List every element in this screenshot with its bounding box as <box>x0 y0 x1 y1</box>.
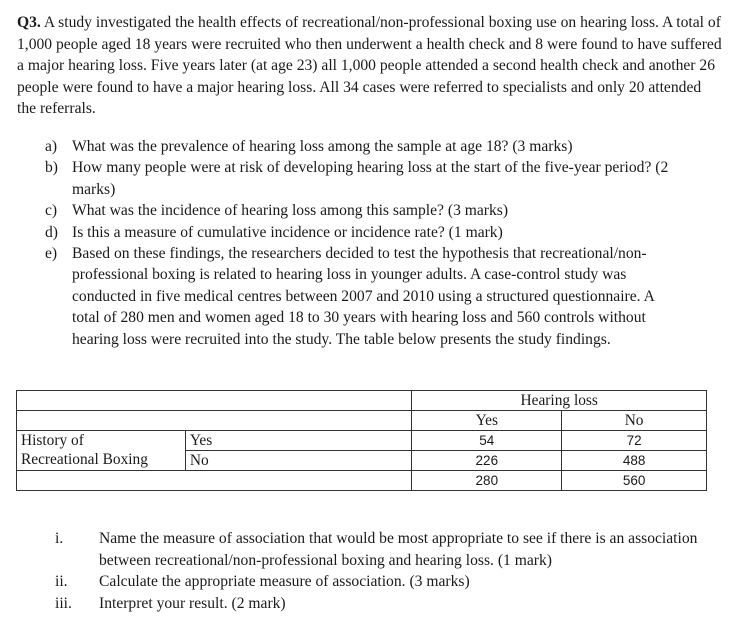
table-cell-empty <box>17 391 186 411</box>
part-label: a) <box>45 138 58 155</box>
table-group-header-row <box>17 391 707 411</box>
question-intro <box>17 12 722 120</box>
total-no: 560 <box>562 471 707 491</box>
subquestion-iii <box>45 593 705 615</box>
question-stem: A study investigated the health effects of recreational/non-professional boxing use on hearing loss. A total of 1,000 people aged 18 years were recruited who then underwent a health check and 8 were found to have suffered a major hearing loss. Five years later (at age 23) all 1,000 people attended a second health check and another 26 people were found to have a major hearing loss. All 34 cases were referred to specialists and only 20 attended the referrals. <box>17 14 722 118</box>
subquestion-text: Name the measure of association that would be most appropriate to see if there is an association between recreational/non-professional boxing and hearing loss. (1 mark) <box>99 530 698 569</box>
table-cell-empty <box>185 471 412 491</box>
study-findings-table <box>16 390 707 491</box>
subquestions <box>45 528 705 614</box>
cell-yes-yes: 54 <box>412 431 562 451</box>
table-cell-empty <box>17 471 186 491</box>
part-label: c) <box>45 202 58 220</box>
part-text: What was the incidence of hearing loss among this sample? (3 marks) <box>72 202 509 220</box>
column-header-yes: Yes <box>412 411 562 431</box>
cell-yes-no: 72 <box>562 431 707 451</box>
part-text: Based on these findings, the researchers decided to test the hypothesis that recreational/non-professional boxing is related to hearing loss in younger adults. A case-control study was conducted in five medical centres between 2007 and 2010 using a structured questionnaire. A total of 280 men and women aged 18 to 30 years with hearing loss and 560 controls without hearing loss were recruited into the study. The table below presents the study findings. <box>72 245 654 348</box>
part-label: e) <box>45 245 58 263</box>
part-text: What was the prevalence of hearing loss among the sample at age 18? (3 marks) <box>72 138 573 155</box>
question-parts <box>45 136 685 350</box>
hearing-loss-header: Hearing loss <box>412 391 707 411</box>
table-cell-empty <box>185 411 412 431</box>
subquestion-ii <box>45 571 705 593</box>
subquestion-label: ii. <box>55 573 68 591</box>
table-cell-empty <box>185 391 412 411</box>
part-label: b) <box>45 159 58 177</box>
cell-no-yes: 226 <box>412 451 562 471</box>
part-d <box>45 222 685 243</box>
part-text: How many people were at risk of developing hearing loss at the start of the five-year period? (2 marks) <box>72 159 669 198</box>
total-yes: 280 <box>412 471 562 491</box>
part-b <box>45 157 685 200</box>
table-total-row <box>17 471 707 491</box>
question-number: Q3. <box>17 14 41 31</box>
row-header-history <box>17 431 186 471</box>
column-header-no: No <box>562 411 707 431</box>
part-label: d) <box>45 223 58 241</box>
row-label-yes: Yes <box>185 431 412 451</box>
row-header-line: History of <box>21 432 84 449</box>
subquestion-i <box>45 528 705 571</box>
subquestion-text: Calculate the appropriate measure of association. (3 marks) <box>99 573 470 591</box>
part-c <box>45 200 685 221</box>
subquestion-label: iii. <box>55 594 72 612</box>
part-e <box>45 243 685 350</box>
table-column-header-row <box>17 411 707 431</box>
table-cell-empty <box>17 411 186 431</box>
subquestion-label: i. <box>55 530 64 547</box>
cell-no-no: 488 <box>562 451 707 471</box>
table-row <box>17 431 707 451</box>
part-text: Is this a measure of cumulative incidence or incidence rate? (1 mark) <box>72 223 503 241</box>
part-a <box>45 136 685 157</box>
subquestion-text: Interpret your result. (2 mark) <box>99 594 286 612</box>
row-label-no: No <box>185 451 412 471</box>
row-header-line: Recreational Boxing <box>21 451 148 468</box>
